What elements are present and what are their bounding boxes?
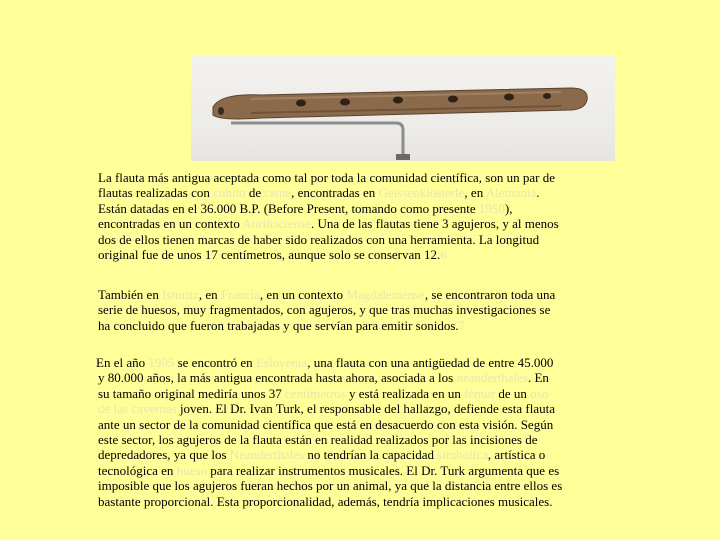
stand-base: [396, 154, 410, 160]
text-run: de un: [495, 385, 531, 401]
link-cubito[interactable]: cúbito: [213, 185, 246, 201]
paragraph-oldest-flute: [98, 170, 559, 262]
flute-hole: [504, 94, 514, 101]
text-run: joven. El Dr. Ivan Turk, el responsable del hallazgo, defiende esta flauta: [176, 401, 556, 417]
text-run: , encontradas en: [291, 185, 379, 201]
text-line: bastante proporcional. Esta proporcionalidad, además, tendría implicaciones musicales.: [98, 493, 553, 509]
text-run: También en: [98, 287, 163, 302]
text-run: su tamaño original mediría unos 37: [98, 385, 286, 401]
text-line: [98, 216, 559, 231]
link-francia[interactable]: Francia: [220, 287, 260, 302]
text-run: flautas realizadas con: [98, 185, 214, 201]
link-hueso[interactable]: hueso: [176, 462, 208, 478]
flute-hole: [393, 97, 403, 104]
text-line: [96, 463, 562, 478]
text-run: . Una de las flautas tiene 3 agujeros, y al menos: [311, 216, 559, 232]
flute-hole: [296, 100, 306, 107]
text-line: [96, 370, 562, 385]
text-line: [96, 355, 562, 370]
link-alemania[interactable]: Alemania: [485, 185, 537, 201]
text-run: tecnológica en: [98, 462, 177, 478]
link-geissenklosterle[interactable]: Geissenklösterle: [378, 185, 465, 201]
link-oso[interactable]: oso: [530, 385, 549, 401]
text-line: dos de ellos tienen marcas de haber sido realizados con una herramienta. La longitud: [98, 231, 540, 247]
text-run: encontradas en un contexto: [98, 216, 243, 232]
text-run: de: [245, 185, 265, 201]
text-line: [98, 247, 559, 262]
text-run: ha concluido que fueron trabajadas y que servían para emitir sonidos.: [98, 317, 459, 333]
text-line: imposible que los agujeros fueran hechos por un animal, ya que la distancia entre ellos es: [98, 478, 563, 494]
text-line: [98, 185, 559, 200]
link-auriñaciense[interactable]: Auriñaciense: [242, 216, 311, 232]
text-run: Están datadas en el 36.000 B.P. (Before Present, tomando como presente: [98, 200, 479, 216]
paragraph-isturitz: [98, 287, 555, 333]
text-run: y está realizada en un: [345, 385, 465, 401]
bone-flute-illustration: [191, 55, 615, 161]
text-line: La flauta más antigua aceptada como tal por toda la comunidad científica, son un par de: [98, 170, 555, 185]
text-line: ante un sector de la comunidad científica que está en desacuerdo con esta visión. Según: [98, 416, 554, 432]
text-line: [96, 447, 562, 462]
text-run: , artística o: [487, 447, 546, 463]
link-oso-de-las-cavernas[interactable]: de las cavernas: [98, 401, 177, 417]
text-run: En el año: [96, 355, 149, 370]
text-line: serie de huesos, muy fragmentados, con agujeros, y que tras muchas investigaciones se: [98, 302, 551, 318]
link-femur[interactable]: fémur: [464, 385, 496, 401]
text-run: original fue de unos 17 centímetros, aunque solo se conservan 12.: [98, 247, 441, 263]
link-neanderthales-2[interactable]: Neanderthales: [229, 447, 305, 463]
text-run: no tendrían la capacidad: [304, 447, 438, 463]
flute-photo: [191, 55, 615, 161]
text-line: [98, 287, 555, 302]
link-eslovenia[interactable]: Eslovenia: [255, 355, 308, 370]
text-line: este sector, los agujeros de la flauta están en realidad realizados por las incisiones de: [98, 432, 538, 448]
text-run: , en: [198, 287, 221, 302]
text-run: y 80.000 años, la más antigua encontrada hasta ahora, asociada a los: [98, 370, 457, 386]
reference-link-6[interactable]: 6: [440, 247, 447, 263]
text-run: se encontró en: [174, 355, 256, 370]
link-centimetros[interactable]: centímetros: [285, 385, 346, 401]
flute-end: [218, 107, 224, 115]
link-1950[interactable]: 1950: [478, 200, 505, 216]
flute-hole: [340, 99, 350, 106]
link-simbolica[interactable]: simbólica: [437, 447, 488, 463]
text-run: , se encontraron toda una: [424, 287, 556, 302]
text-run: .: [536, 185, 540, 201]
reference-link-7[interactable]: 7: [458, 317, 466, 333]
flute-hole: [448, 96, 458, 103]
link-neanderthales[interactable]: neanderthales: [456, 370, 528, 386]
text-run: , en: [464, 185, 486, 201]
flute-hole: [543, 93, 551, 99]
text-line: [96, 386, 562, 401]
link-magdaleniense[interactable]: Magdaleniense: [346, 287, 425, 302]
text-run: ),: [504, 200, 513, 216]
text-run: para realizar instrumentos musicales. El Dr. Turk argumenta que es: [207, 462, 560, 478]
text-run: , en un contexto: [259, 287, 347, 302]
text-line: [98, 201, 559, 216]
text-line: [96, 401, 562, 416]
link-1995[interactable]: 1995: [148, 355, 175, 370]
link-isturitz[interactable]: Isturitz: [162, 287, 199, 302]
paragraph-eslovenia: [96, 355, 562, 509]
stand-rod: [231, 123, 403, 155]
text-line: [98, 318, 555, 333]
link-cisne[interactable]: cisne: [264, 185, 292, 201]
text-run: . En: [527, 370, 549, 386]
text-run: depredadores, ya que los: [98, 447, 230, 463]
text-run: , una flauta con una antigüedad de entre 45.000: [307, 355, 554, 370]
